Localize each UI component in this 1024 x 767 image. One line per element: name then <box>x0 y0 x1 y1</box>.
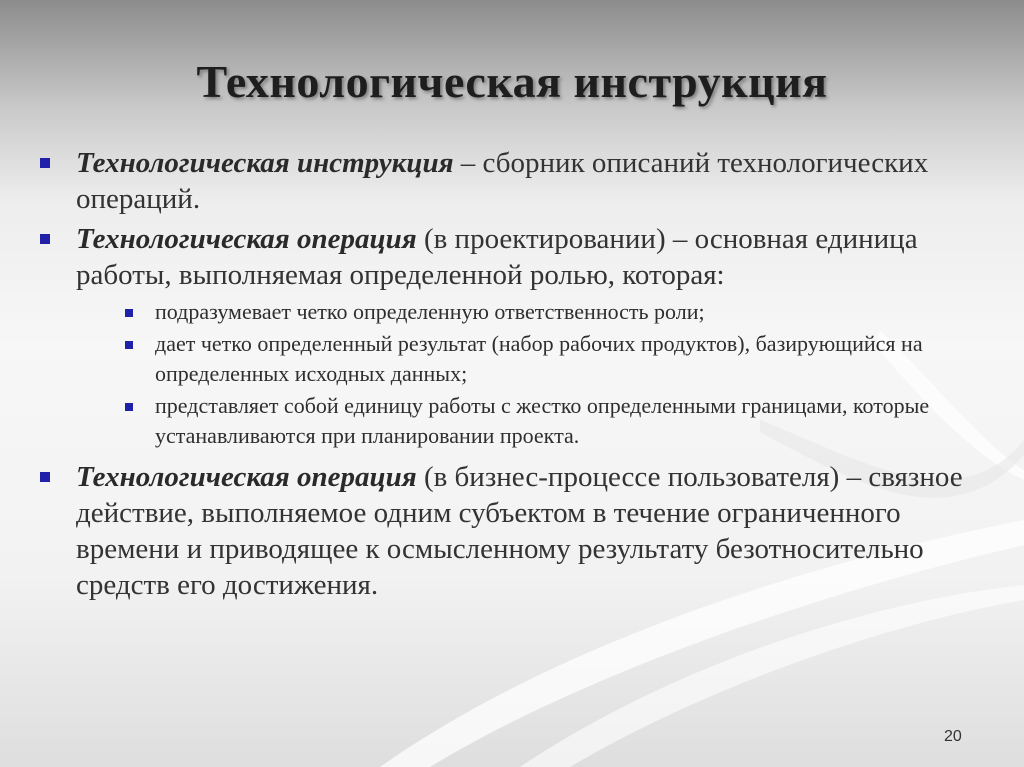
square-bullet-icon <box>40 158 50 168</box>
sub-bullet-item <box>125 329 975 389</box>
definition: – сборник описаний технологических операций. <box>76 147 929 215</box>
term: Технологическая инструкция <box>76 147 454 179</box>
definition: (в бизнес-процессе пользователя) – связное действие, выполняемое одним субъектом в течение ограниченного времени и приводящее к осмысленному результату безотносительно средств его достижения. <box>76 461 963 601</box>
square-bullet-icon <box>125 309 133 317</box>
bullet-item <box>40 221 990 293</box>
square-bullet-icon <box>125 403 133 411</box>
slide-content <box>40 145 990 607</box>
sub-bullet-text: представляет собой единицу работы с жестко определенными границами, которые устанавливаются при планировании проекта. <box>155 393 930 448</box>
square-bullet-icon <box>40 472 50 482</box>
sub-bullet-item <box>125 391 975 451</box>
definition: (в проектировании) – основная единица работы, выполняемая определенной ролью, которая: <box>76 223 918 291</box>
square-bullet-icon <box>40 234 50 244</box>
term: Технологическая операция <box>76 461 417 493</box>
slide-title: Технологическая инструкция <box>196 56 828 107</box>
sub-bullet-text: подразумевает четко определенную ответственность роли; <box>155 299 705 324</box>
bullet-item <box>40 145 990 217</box>
sub-bullet-item <box>125 297 975 327</box>
term: Технологическая операция <box>76 223 417 255</box>
bullet-item <box>40 459 990 603</box>
sub-bullet-text: дает четко определенный результат (набор рабочих продуктов), базирующийся на определенных исходных данных; <box>155 331 923 386</box>
square-bullet-icon <box>125 341 133 349</box>
page-number: 20 <box>944 728 962 745</box>
